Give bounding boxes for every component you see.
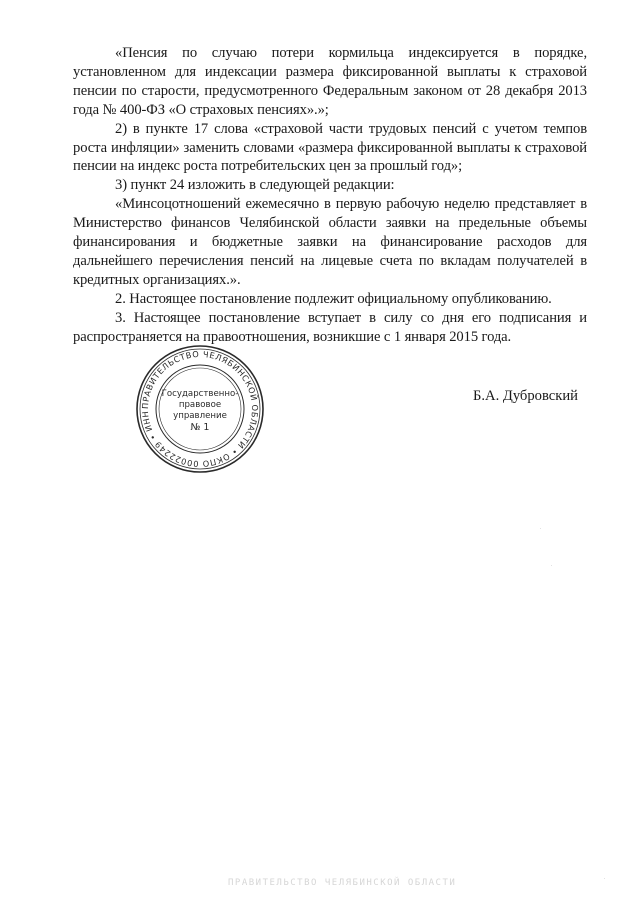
svg-text:правовое: правовое xyxy=(178,400,222,410)
official-stamp xyxy=(135,344,265,474)
paragraph-publication: 2. Настоящее постановление подлежит официальному опубликованию. xyxy=(115,290,552,307)
scan-speck xyxy=(604,878,605,879)
scan-speck xyxy=(540,528,541,529)
footer-watermark: ПРАВИТЕЛЬСТВО ЧЕЛЯБИНСКОЙ ОБЛАСТИ xyxy=(228,878,457,888)
scan-speck xyxy=(551,565,552,566)
svg-text:управление: управление xyxy=(173,411,227,421)
paragraph-item-24-text: «Минсоцотношений ежемесячно в первую рабочую неделю представляет в Министерство финансов Челябинской области заявки на предельные объемы финансирования и бюджетные заявки на финансирование расходов для дальнейшего перечисления пенсий на лицевые счета по вкладам получателей в кредитных организациях.». xyxy=(73,196,587,288)
signatory-name: Б.А. Дубровский xyxy=(473,388,578,404)
paragraph-effective-date: 3. Настоящее постановление вступает в силу со дня его подписания и распространяется на правоотношения, возникшие с 1 января 2015 года. xyxy=(73,309,587,345)
svg-text:ПРАВИТЕЛЬСТВО ЧЕЛЯБИНСКОЙ ОБЛА: ПРАВИТЕЛЬСТВО ЧЕЛЯБИНСКОЙ ОБЛАСТИ • ОКПО 00022249 • ИНН xyxy=(139,348,261,470)
svg-text:№ 1: № 1 xyxy=(190,422,210,433)
stamp-seal-icon xyxy=(135,344,265,474)
paragraph-item-3: 3) пункт 24 изложить в следующей редакции: xyxy=(115,177,395,194)
paragraph-item-2: 2) в пункте 17 слова «страховой части трудовых пенсий с учетом темпов роста инфляции» заменить словами «размера фиксированной выплаты к страховой пенсии на индекс роста потребительских цен за прошлый год»; xyxy=(73,120,587,175)
paragraph-pension-indexation: «Пенсия по случаю потери кормильца индексируется в порядке, установленном для индексации размера фиксированной выплаты к страховой пенсии по старости, предусмотренного Федеральным законом от 28 декабря 2013 года № 400-ФЗ «О страховых пенсиях».»; xyxy=(73,45,587,118)
document-body xyxy=(73,44,587,347)
svg-text:Государственно-: Государственно- xyxy=(161,389,239,399)
